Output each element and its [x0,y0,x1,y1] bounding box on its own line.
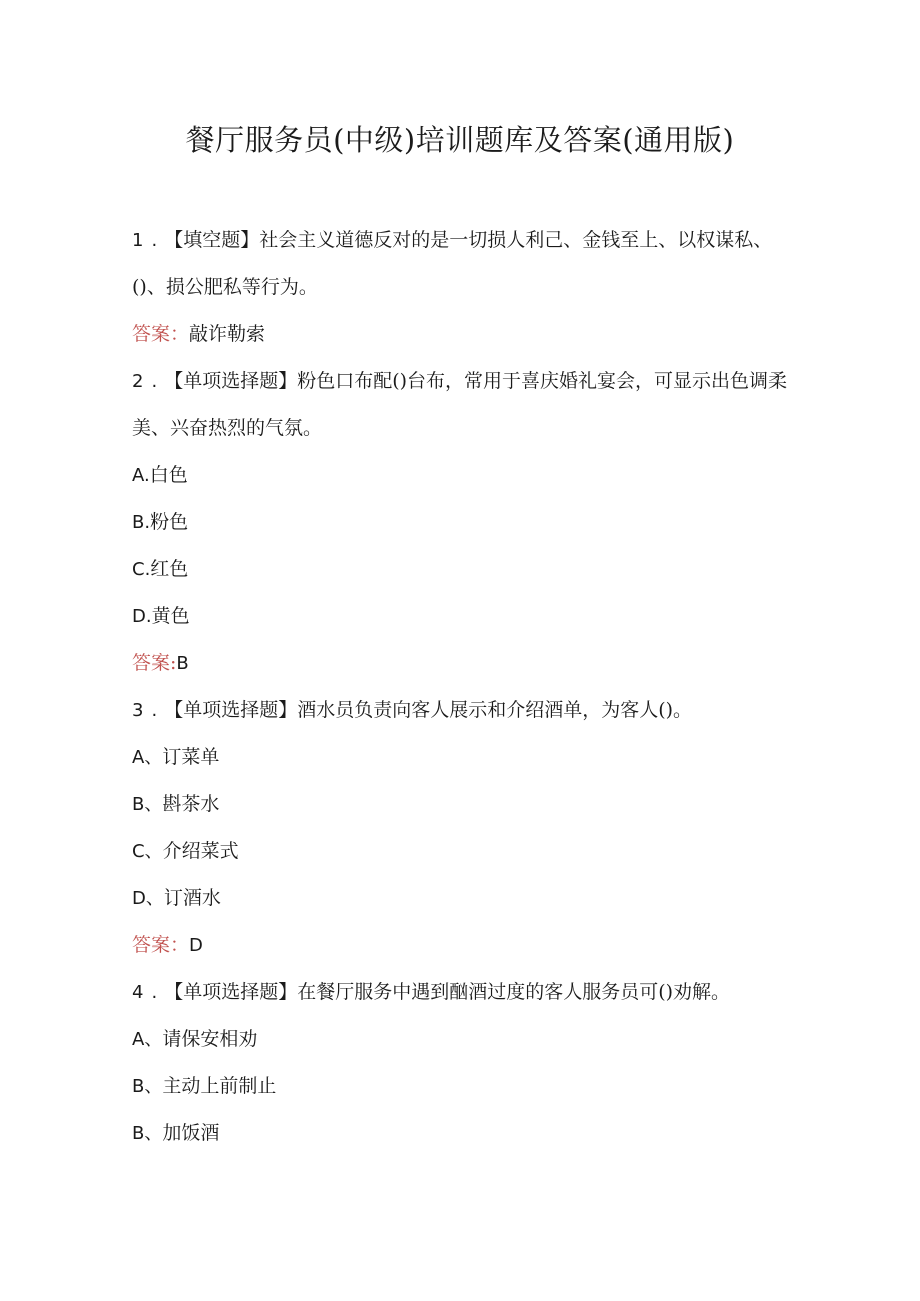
question-text: 在餐厅服务中遇到酗酒过度的客人服务员可()劝解。 [297,981,731,1003]
option-key: B、 [132,1076,163,1097]
option-b [132,499,792,546]
option-b [132,781,792,828]
option-a [132,1016,792,1063]
question-type: 【单项选择题】 [164,370,298,392]
option-text: 主动上前制止 [162,1075,277,1097]
option-key: D、 [132,888,164,909]
question-number: 1 [132,230,144,251]
question-stem [132,217,792,311]
option-c [132,828,792,875]
option-text: 订酒水 [163,887,221,909]
question-text: 粉色口布配()台布，常用于喜庆婚礼宴会，可显示出色调柔美、兴奋热烈的气氛。 [132,370,788,439]
answer-label: 答案： [132,323,190,345]
option-text: 订菜单 [162,746,220,768]
answer-value: 敲诈勒索 [189,323,266,345]
option-b [132,1063,792,1110]
question-number-separator: . [151,371,158,392]
option-c [132,1110,792,1157]
question-2 [132,358,792,687]
option-text: 粉色 [150,511,189,533]
answer-label: 答案： [132,934,190,956]
question-number: 4 [132,982,144,1003]
question-stem [132,358,792,452]
question-number-separator: . [151,700,158,721]
question-number: 3 [132,700,144,721]
answer-value: D [189,935,203,956]
option-text: 介绍菜式 [162,840,239,862]
option-key: A、 [132,1029,163,1050]
question-stem [132,687,792,734]
answer-label: 答案: [132,652,177,674]
answer-value: B [176,653,189,674]
option-text: 加饭酒 [162,1122,220,1144]
question-list [132,217,792,1157]
option-a [132,734,792,781]
answer-line [132,311,792,358]
question-text: 酒水员负责向客人展示和介绍酒单，为客人()。 [297,699,693,721]
question-1 [132,217,792,358]
option-d [132,875,792,922]
option-key: A. [132,465,150,486]
option-key: C、 [132,841,163,862]
option-a [132,452,792,499]
option-d [132,593,792,640]
option-text: 斟茶水 [162,793,220,815]
question-number-separator: . [151,230,158,251]
option-key: C. [132,559,151,580]
option-text: 红色 [150,558,189,580]
document-title: 餐厅服务员(中级)培训题库及答案(通用版) [185,123,735,157]
option-c [132,546,792,593]
answer-line [132,640,792,687]
answer-line [132,922,792,969]
question-text: 社会主义道德反对的是一切损人利己、金钱至上、以权谋私、()、损公肥私等行为。 [132,229,773,298]
option-key: B、 [132,1123,163,1144]
question-type: 【填空题】 [164,229,260,251]
option-key: A、 [132,747,163,768]
question-number-separator: . [151,982,158,1003]
question-3 [132,687,792,969]
question-stem [132,969,792,1016]
question-type: 【单项选择题】 [164,981,298,1003]
option-text: 白色 [149,464,188,486]
option-key: D. [132,606,152,627]
question-type: 【单项选择题】 [164,699,298,721]
option-text: 黄色 [151,605,190,627]
option-text: 请保安相劝 [162,1028,258,1050]
question-4 [132,969,792,1157]
question-number: 2 [132,371,144,392]
option-key: B、 [132,794,163,815]
option-key: B. [132,512,151,533]
